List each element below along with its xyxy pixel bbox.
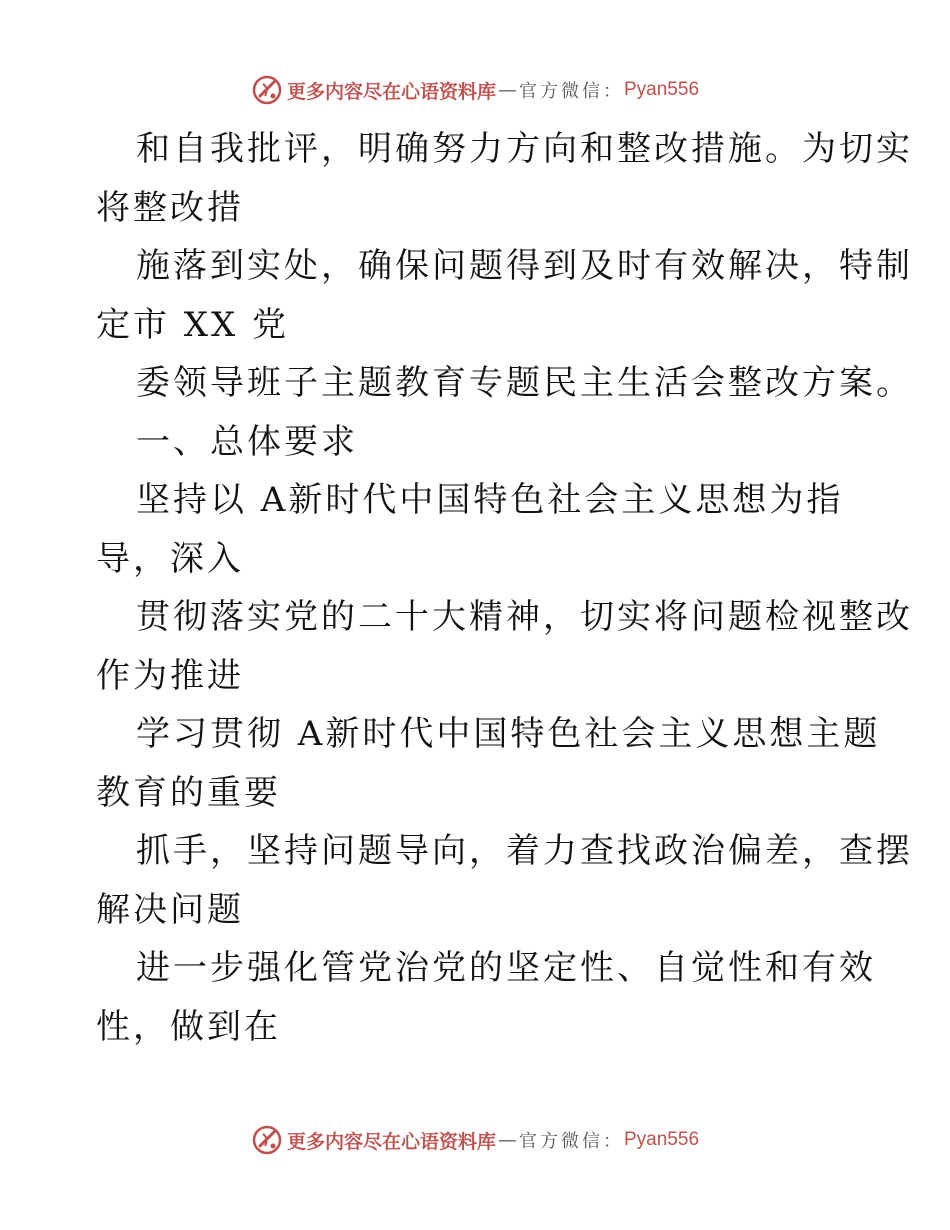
text-line-14: 解决问题 (96, 889, 244, 930)
text-line-13: 抓手，坚持问题导向，着力查找政治偏差，查摆 (136, 831, 913, 871)
banner-wechat-id: Pyan556 (624, 79, 700, 100)
text-line-8: 导，深入 (96, 538, 244, 579)
text-line-12: 教育的重要 (96, 772, 281, 813)
banner-wechat-label: 官方微信： (519, 1131, 624, 1152)
text-line-16: 性，做到在 (96, 1006, 281, 1047)
banner-wechat-id: Pyan556 (624, 1129, 700, 1150)
section-heading: 一、总体要求 (136, 421, 358, 462)
brand-logo-icon (251, 1124, 283, 1156)
banner-wechat-label: 官方微信： (519, 81, 624, 102)
document-body (96, 120, 913, 1056)
text-line-5: 委领导班子主题教育专题民主生活会整改方案。 (136, 363, 913, 403)
text-line-3: 施落到实处，确保问题得到及时有效解决，特制 (136, 246, 913, 286)
header-banner (0, 70, 950, 110)
text-line-9: 贯彻落实党的二十大精神，切实将问题检视整改 (136, 597, 913, 637)
footer-banner (0, 1120, 950, 1160)
text-line-4: 定市 XX 党 (96, 304, 290, 345)
text-line-7: 坚持以 A新时代中国特色社会主义思想为指 (136, 480, 844, 520)
brand-logo-icon (251, 74, 283, 106)
banner-dash: — (498, 79, 517, 101)
banner-site-text: 更多内容尽在心语资料库 (286, 1130, 496, 1153)
text-line-1: 和自我批评，明确努力方向和整改措施。为切实 (136, 129, 913, 169)
text-line-10: 作为推进 (96, 655, 244, 696)
text-line-15: 进一步强化管党治党的坚定性、自觉性和有效 (136, 948, 876, 988)
text-line-2: 将整改措 (96, 187, 244, 228)
banner-dash: — (498, 1129, 517, 1151)
banner-site-text: 更多内容尽在心语资料库 (286, 80, 496, 103)
text-line-11: 学习贯彻 A新时代中国特色社会主义思想主题 (136, 714, 881, 754)
